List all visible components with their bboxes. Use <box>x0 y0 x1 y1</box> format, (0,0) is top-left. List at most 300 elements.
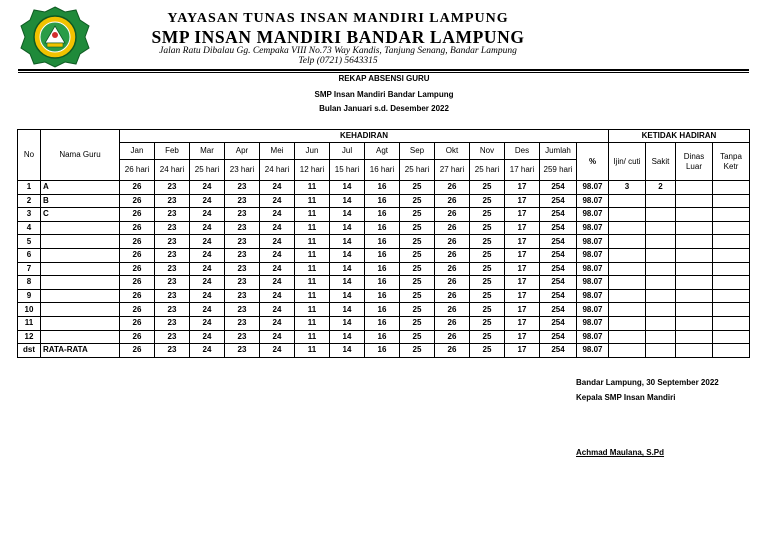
attendance-cell: 254 <box>540 208 577 222</box>
col-header-month: Jumlah <box>540 143 577 160</box>
attendance-cell: 16 <box>365 194 400 208</box>
attendance-cell: 26 <box>435 181 470 195</box>
attendance-cell: 17 <box>505 248 540 262</box>
attendance-cell: 25 <box>470 235 505 249</box>
attendance-cell: 23 <box>155 276 190 290</box>
attendance-cell: 23 <box>225 194 260 208</box>
attendance-cell: 24 <box>260 289 295 303</box>
col-header-days: 12 hari <box>295 160 330 181</box>
absence-cell <box>713 330 750 344</box>
row-number: 8 <box>18 276 41 290</box>
col-header-month: Jul <box>330 143 365 160</box>
attendance-cell: 14 <box>330 181 365 195</box>
row-number: dst <box>18 344 41 358</box>
attendance-cell: 25 <box>400 262 435 276</box>
attendance-cell: 26 <box>120 221 155 235</box>
attendance-cell: 26 <box>435 289 470 303</box>
percent-cell: 98.07 <box>577 316 609 330</box>
attendance-cell: 23 <box>155 330 190 344</box>
table-row <box>18 344 750 358</box>
table-row <box>18 330 750 344</box>
col-header-absent-type: Dinas Luar <box>676 143 713 181</box>
attendance-cell: 17 <box>505 276 540 290</box>
row-number: 7 <box>18 262 41 276</box>
attendance-cell: 254 <box>540 330 577 344</box>
attendance-cell: 17 <box>505 262 540 276</box>
attendance-cell: 26 <box>435 235 470 249</box>
attendance-cell: 26 <box>435 262 470 276</box>
attendance-cell: 11 <box>295 316 330 330</box>
attendance-cell: 26 <box>120 276 155 290</box>
attendance-cell: 26 <box>435 221 470 235</box>
attendance-cell: 16 <box>365 289 400 303</box>
absence-cell <box>609 235 646 249</box>
attendance-cell: 17 <box>505 330 540 344</box>
row-number: 9 <box>18 289 41 303</box>
attendance-cell: 26 <box>435 248 470 262</box>
attendance-cell: 14 <box>330 316 365 330</box>
attendance-cell: 11 <box>295 344 330 358</box>
col-header-days: 27 hari <box>435 160 470 181</box>
attendance-cell: 26 <box>435 208 470 222</box>
col-header-month: Feb <box>155 143 190 160</box>
col-header-days: 17 hari <box>505 160 540 181</box>
attendance-cell: 14 <box>330 208 365 222</box>
col-header-days: 25 hari <box>400 160 435 181</box>
attendance-cell: 16 <box>365 181 400 195</box>
attendance-cell: 23 <box>155 208 190 222</box>
col-header-days: 25 hari <box>190 160 225 181</box>
percent-cell: 98.07 <box>577 221 609 235</box>
header-rule-thick <box>18 69 749 71</box>
attendance-cell: 254 <box>540 262 577 276</box>
attendance-cell: 26 <box>435 194 470 208</box>
row-number: 4 <box>18 221 41 235</box>
attendance-cell: 26 <box>435 344 470 358</box>
teacher-name: RATA-RATA <box>41 344 120 358</box>
attendance-cell: 25 <box>400 208 435 222</box>
table-row <box>18 316 750 330</box>
absence-cell <box>609 194 646 208</box>
attendance-cell: 254 <box>540 248 577 262</box>
teacher-name <box>41 235 120 249</box>
attendance-cell: 254 <box>540 181 577 195</box>
attendance-cell: 24 <box>260 303 295 317</box>
table-row <box>18 235 750 249</box>
attendance-cell: 26 <box>435 316 470 330</box>
col-header-month: Mei <box>260 143 295 160</box>
absence-cell <box>646 303 676 317</box>
absence-cell <box>713 235 750 249</box>
absence-cell <box>609 208 646 222</box>
col-header-days: 15 hari <box>330 160 365 181</box>
attendance-cell: 26 <box>435 330 470 344</box>
attendance-cell: 25 <box>470 181 505 195</box>
signature-place-date: Bandar Lampung, 30 September 2022 <box>576 378 719 387</box>
attendance-cell: 11 <box>295 303 330 317</box>
col-header-days: 23 hari <box>225 160 260 181</box>
school-emblem-icon <box>20 6 90 68</box>
attendance-cell: 11 <box>295 262 330 276</box>
attendance-cell: 26 <box>120 316 155 330</box>
attendance-cell: 23 <box>155 344 190 358</box>
attendance-cell: 254 <box>540 303 577 317</box>
attendance-table <box>17 129 750 358</box>
teacher-name <box>41 303 120 317</box>
attendance-cell: 11 <box>295 194 330 208</box>
attendance-cell: 24 <box>260 181 295 195</box>
absence-cell <box>609 276 646 290</box>
absence-cell <box>676 248 713 262</box>
col-header-month: Okt <box>435 143 470 160</box>
attendance-cell: 24 <box>260 221 295 235</box>
attendance-cell: 26 <box>120 262 155 276</box>
row-number: 11 <box>18 316 41 330</box>
absence-cell: 3 <box>609 181 646 195</box>
attendance-cell: 11 <box>295 181 330 195</box>
teacher-name: A <box>41 181 120 195</box>
teacher-name <box>41 248 120 262</box>
attendance-cell: 24 <box>190 303 225 317</box>
report-title: REKAP ABSENSI GURU <box>338 74 430 83</box>
col-header-absent-type: Sakit <box>646 143 676 181</box>
attendance-cell: 25 <box>470 262 505 276</box>
attendance-cell: 17 <box>505 181 540 195</box>
attendance-cell: 26 <box>120 330 155 344</box>
col-header-month: Agt <box>365 143 400 160</box>
attendance-cell: 16 <box>365 262 400 276</box>
percent-cell: 98.07 <box>577 276 609 290</box>
attendance-cell: 16 <box>365 221 400 235</box>
attendance-cell: 16 <box>365 248 400 262</box>
attendance-cell: 23 <box>155 194 190 208</box>
col-header-month: Jan <box>120 143 155 160</box>
attendance-cell: 25 <box>400 303 435 317</box>
attendance-cell: 23 <box>225 316 260 330</box>
attendance-cell: 26 <box>120 194 155 208</box>
absence-cell <box>609 303 646 317</box>
attendance-cell: 24 <box>260 276 295 290</box>
table-row <box>18 289 750 303</box>
attendance-cell: 24 <box>190 248 225 262</box>
teacher-name <box>41 289 120 303</box>
absence-cell <box>676 289 713 303</box>
percent-cell: 98.07 <box>577 208 609 222</box>
attendance-cell: 26 <box>120 208 155 222</box>
table-row <box>18 262 750 276</box>
attendance-cell: 23 <box>225 344 260 358</box>
attendance-cell: 14 <box>330 276 365 290</box>
attendance-cell: 25 <box>470 289 505 303</box>
attendance-cell: 25 <box>400 289 435 303</box>
attendance-cell: 14 <box>330 330 365 344</box>
attendance-cell: 26 <box>435 276 470 290</box>
absence-cell <box>713 344 750 358</box>
attendance-cell: 24 <box>260 330 295 344</box>
teacher-name <box>41 316 120 330</box>
attendance-cell: 24 <box>190 344 225 358</box>
attendance-cell: 17 <box>505 316 540 330</box>
attendance-cell: 16 <box>365 330 400 344</box>
table-row <box>18 276 750 290</box>
percent-cell: 98.07 <box>577 303 609 317</box>
teacher-name <box>41 276 120 290</box>
attendance-cell: 23 <box>225 181 260 195</box>
absence-cell <box>713 303 750 317</box>
attendance-cell: 16 <box>365 208 400 222</box>
group-header-present: KEHADIRAN <box>120 130 609 143</box>
attendance-cell: 23 <box>225 330 260 344</box>
attendance-cell: 254 <box>540 194 577 208</box>
attendance-cell: 23 <box>155 248 190 262</box>
report-period: Bulan Januari s.d. Desember 2022 <box>319 104 449 113</box>
row-number: 5 <box>18 235 41 249</box>
absence-cell <box>646 330 676 344</box>
attendance-cell: 23 <box>155 235 190 249</box>
attendance-cell: 26 <box>120 344 155 358</box>
absence-cell <box>676 303 713 317</box>
attendance-cell: 23 <box>155 262 190 276</box>
attendance-cell: 23 <box>225 289 260 303</box>
attendance-cell: 17 <box>505 303 540 317</box>
signature-name: Achmad Maulana, S.Pd <box>576 448 665 457</box>
attendance-cell: 14 <box>330 248 365 262</box>
attendance-cell: 23 <box>155 289 190 303</box>
attendance-cell: 24 <box>190 194 225 208</box>
percent-cell: 98.07 <box>577 289 609 303</box>
attendance-cell: 254 <box>540 344 577 358</box>
attendance-cell: 17 <box>505 344 540 358</box>
attendance-cell: 14 <box>330 235 365 249</box>
attendance-cell: 24 <box>260 248 295 262</box>
attendance-cell: 25 <box>470 194 505 208</box>
row-number: 2 <box>18 194 41 208</box>
attendance-cell: 24 <box>190 235 225 249</box>
attendance-cell: 14 <box>330 194 365 208</box>
attendance-cell: 25 <box>470 330 505 344</box>
absence-cell <box>713 289 750 303</box>
attendance-cell: 17 <box>505 289 540 303</box>
absence-cell <box>646 221 676 235</box>
report-subtitle: SMP Insan Mandiri Bandar Lampung <box>314 90 454 99</box>
attendance-cell: 11 <box>295 208 330 222</box>
absence-cell <box>609 330 646 344</box>
row-number: 12 <box>18 330 41 344</box>
teacher-name <box>41 262 120 276</box>
attendance-cell: 254 <box>540 221 577 235</box>
attendance-cell: 11 <box>295 276 330 290</box>
foundation-name: YAYASAN TUNAS INSAN MANDIRI LAMPUNG <box>167 11 509 26</box>
absence-cell <box>676 262 713 276</box>
attendance-cell: 25 <box>470 344 505 358</box>
absence-cell <box>676 181 713 195</box>
attendance-cell: 23 <box>225 221 260 235</box>
attendance-cell: 16 <box>365 276 400 290</box>
attendance-cell: 24 <box>190 316 225 330</box>
attendance-cell: 25 <box>470 248 505 262</box>
attendance-cell: 16 <box>365 235 400 249</box>
absence-cell <box>713 316 750 330</box>
attendance-cell: 23 <box>225 235 260 249</box>
attendance-cell: 254 <box>540 289 577 303</box>
attendance-cell: 26 <box>120 235 155 249</box>
col-header-month: Des <box>505 143 540 160</box>
teacher-name: B <box>41 194 120 208</box>
col-header-absent-type: Ijin/ cuti <box>609 143 646 181</box>
attendance-cell: 26 <box>435 303 470 317</box>
school-phone: Telp (0721) 5643315 <box>298 56 378 66</box>
absence-cell <box>713 276 750 290</box>
percent-cell: 98.07 <box>577 248 609 262</box>
absence-cell <box>713 181 750 195</box>
attendance-cell: 26 <box>120 289 155 303</box>
absence-cell <box>676 235 713 249</box>
absence-cell <box>609 289 646 303</box>
attendance-cell: 24 <box>260 262 295 276</box>
teacher-name <box>41 221 120 235</box>
school-address: Jalan Ratu Dibalau Gg. Cempaka VIII No.73 Way Kandis, Tanjung Senang, Bandar Lampung <box>159 46 517 56</box>
attendance-cell: 25 <box>400 276 435 290</box>
absence-cell <box>646 235 676 249</box>
row-number: 10 <box>18 303 41 317</box>
attendance-cell: 23 <box>155 221 190 235</box>
attendance-cell: 14 <box>330 303 365 317</box>
absence-cell <box>609 221 646 235</box>
absence-cell <box>713 248 750 262</box>
attendance-cell: 24 <box>190 221 225 235</box>
attendance-cell: 11 <box>295 289 330 303</box>
absence-cell <box>646 289 676 303</box>
attendance-cell: 25 <box>400 344 435 358</box>
attendance-cell: 26 <box>120 303 155 317</box>
attendance-cell: 11 <box>295 248 330 262</box>
attendance-cell: 25 <box>470 303 505 317</box>
group-header-absent: KETIDAK HADIRAN <box>609 130 750 143</box>
attendance-cell: 25 <box>400 330 435 344</box>
col-header-name: Nama Guru <box>41 130 120 181</box>
table-row <box>18 248 750 262</box>
attendance-cell: 23 <box>225 262 260 276</box>
absence-cell <box>713 262 750 276</box>
attendance-cell: 26 <box>120 248 155 262</box>
absence-cell <box>676 316 713 330</box>
attendance-cell: 24 <box>190 276 225 290</box>
col-header-month: Apr <box>225 143 260 160</box>
attendance-cell: 23 <box>155 181 190 195</box>
attendance-cell: 24 <box>190 289 225 303</box>
row-number: 6 <box>18 248 41 262</box>
attendance-cell: 11 <box>295 235 330 249</box>
attendance-cell: 24 <box>260 316 295 330</box>
signature-role: Kepala SMP Insan Mandiri <box>576 393 676 402</box>
col-header-percent: % <box>577 143 609 181</box>
attendance-cell: 17 <box>505 208 540 222</box>
col-header-days: 25 hari <box>470 160 505 181</box>
absence-cell <box>676 276 713 290</box>
attendance-cell: 24 <box>260 344 295 358</box>
header-rule-thin <box>18 72 749 73</box>
attendance-cell: 24 <box>260 194 295 208</box>
attendance-cell: 23 <box>225 303 260 317</box>
table-row <box>18 208 750 222</box>
table-row <box>18 303 750 317</box>
attendance-cell: 254 <box>540 316 577 330</box>
attendance-cell: 25 <box>400 221 435 235</box>
absence-cell <box>646 208 676 222</box>
absence-cell <box>609 248 646 262</box>
attendance-cell: 25 <box>400 316 435 330</box>
col-header-no: No <box>18 130 41 181</box>
percent-cell: 98.07 <box>577 344 609 358</box>
col-header-month: Jun <box>295 143 330 160</box>
absence-cell <box>646 276 676 290</box>
attendance-cell: 14 <box>330 262 365 276</box>
attendance-cell: 11 <box>295 221 330 235</box>
col-header-days: 16 hari <box>365 160 400 181</box>
percent-cell: 98.07 <box>577 194 609 208</box>
row-number: 1 <box>18 181 41 195</box>
attendance-cell: 11 <box>295 330 330 344</box>
teacher-name: C <box>41 208 120 222</box>
attendance-cell: 14 <box>330 344 365 358</box>
attendance-cell: 14 <box>330 289 365 303</box>
absence-cell <box>676 344 713 358</box>
teacher-name <box>41 330 120 344</box>
absence-cell <box>676 208 713 222</box>
col-header-absent-type: Tanpa Ketr <box>713 143 750 181</box>
attendance-cell: 16 <box>365 344 400 358</box>
absence-cell <box>713 221 750 235</box>
attendance-cell: 24 <box>190 181 225 195</box>
col-header-month: Mar <box>190 143 225 160</box>
absence-cell <box>646 194 676 208</box>
attendance-cell: 23 <box>225 248 260 262</box>
attendance-cell: 16 <box>365 303 400 317</box>
col-header-days: 26 hari <box>120 160 155 181</box>
attendance-cell: 254 <box>540 235 577 249</box>
attendance-cell: 25 <box>400 181 435 195</box>
attendance-cell: 17 <box>505 221 540 235</box>
absence-cell <box>609 316 646 330</box>
attendance-cell: 26 <box>120 181 155 195</box>
attendance-cell: 23 <box>225 276 260 290</box>
absence-cell <box>646 344 676 358</box>
absence-cell <box>676 194 713 208</box>
attendance-cell: 16 <box>365 316 400 330</box>
attendance-cell: 254 <box>540 276 577 290</box>
percent-cell: 98.07 <box>577 330 609 344</box>
attendance-cell: 25 <box>470 316 505 330</box>
attendance-cell: 25 <box>400 248 435 262</box>
attendance-cell: 25 <box>400 235 435 249</box>
attendance-cell: 25 <box>470 208 505 222</box>
absence-cell <box>646 316 676 330</box>
absence-cell <box>676 221 713 235</box>
table-row <box>18 221 750 235</box>
absence-cell <box>646 248 676 262</box>
attendance-cell: 24 <box>190 208 225 222</box>
table-row <box>18 181 750 195</box>
attendance-cell: 25 <box>400 194 435 208</box>
absence-cell <box>713 208 750 222</box>
attendance-cell: 24 <box>260 235 295 249</box>
absence-cell <box>713 194 750 208</box>
attendance-cell: 25 <box>470 221 505 235</box>
col-header-days: 259 hari <box>540 160 577 181</box>
row-number: 3 <box>18 208 41 222</box>
percent-cell: 98.07 <box>577 235 609 249</box>
percent-cell: 98.07 <box>577 262 609 276</box>
